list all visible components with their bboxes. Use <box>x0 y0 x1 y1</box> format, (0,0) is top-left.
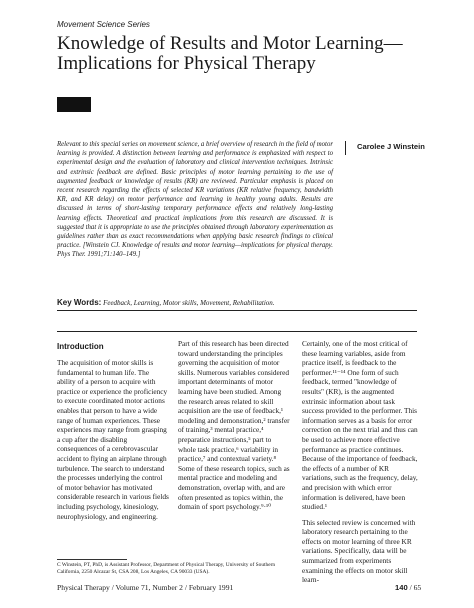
section-heading-introduction: Introduction <box>57 342 104 351</box>
series-label: Movement Science Series <box>57 20 150 29</box>
decorative-black-bar <box>57 97 91 112</box>
footnote-rule <box>57 559 127 560</box>
paragraph: Part of this research has been directed toward understanding the principles governing the acquisition of motor skills. Numerous variables considered important determinants of motor learning have been studied. Among the research areas related to skill acquisition are the use of feedback,¹ modeling and demonstration,² transfer of training,³ mental practice,⁴ preparatice instructions,⁵ part to whole task practice,⁶ variability in practice,⁷ and contextual variety.⁸ Some of these research topics, such as mental practice and modeling and demonstration, overlap with, and are often presented as topics within, the domain of sport psychology.⁹·¹⁰ <box>178 339 290 512</box>
body-column-1 <box>57 358 169 527</box>
keywords-bottom-rule <box>57 331 417 332</box>
body-column-3 <box>302 339 418 591</box>
paragraph: Certainly, one of the most critical of these learning variables, aside from practice itself, is feedback to the performer.¹¹⁻¹⁴ One form of such feedback, termed "knowledge of results" (KR), is the augmented extrinsic information about task success provided to the performer. This information serves as a basis for error correction on the next trial and thus can be used to achieve more effective performance as practice continues. Because of the importance of feedback, the effects of a number of KR variations, such as the frequency, delay, and precision with which error information is delivered, have been studied.¹ <box>302 339 418 512</box>
keywords-label: Key Words: <box>57 298 102 307</box>
author-name: Carolee J Winstein <box>357 142 425 151</box>
article-title: Knowledge of Results and Motor Learning— Implications for Physical Therapy <box>57 33 403 74</box>
body-column-2 <box>178 339 290 518</box>
author-footnote: C Winstein, PT, PhD, is Assistant Professor, Department of Physical Therapy, University of Southern California, 2250 Alcazar St, CSA 208, Los Angeles, CA 90033 (USA). <box>57 562 276 575</box>
keywords-line <box>57 298 417 307</box>
journal-footer: Physical Therapy / Volume 71, Number 2 / February 1991 <box>57 583 234 592</box>
page-number <box>395 583 421 592</box>
author-divider <box>345 141 346 155</box>
page-number-primary: 140 <box>395 583 408 592</box>
abstract: Relevant to this special series on movement science, a brief overview of research in the field of motor learning is provided. A distinction between learning and performance is emphasized with respect to experimental design and the evaluation of laboratory and clinical intervention techniques. Intrinsic and extrinsic feedback are defined. Basic principles of motor learning pertaining to the use of augmented feedback or knowledge of results (KR) are reviewed. Particular emphasis is placed on recent research regarding the effects of selected KR variations (KR relative frequency, bandwidth KR, and KR delay) on motor performance and learning in healthy young adults. Results are discussed in terms of short-lasting temporary performance effects and relatively long-lasting learning effects. Theoretical and practical implications from this research are discussed. It is suggested that it is appropriate to use the principles obtained through laboratory experimentation as guidelines rather than as exact recommendations when applying basic research findings to clinical practice. [Winstein CJ. Knowledge of results and motor learning—implications for physical therapy. Phys Ther. 1991;71:140–149.] <box>57 141 333 259</box>
keywords-top-rule <box>57 310 417 311</box>
keywords-list: Feedback, Learning, Motor skills, Movement, Rehabilitation. <box>103 299 275 307</box>
page-number-secondary: / 65 <box>407 583 422 592</box>
paragraph: This selected review is concerned with laboratory research pertaining to the effects on motor learning of three KR variations. Specifically, data will be summarized from experiments examining the effects on motor skill learn- <box>302 517 416 585</box>
paragraph: The acquisition of motor skills is fundamental to human life. The ability of a person to acquire with practice or experience the proficiency to execute coordinated motor actions enables that person to have a wide range of human experiences. These experiences may range from grasping a cup after the disabling consequences of a cerebrovascular accident to flying an airplane through turbulence. The search to understand the processes underlying the control of motor behavior has motivated considerable research in various fields including psychology, kinesiology, neurophysiology, and engineering. <box>57 358 169 521</box>
